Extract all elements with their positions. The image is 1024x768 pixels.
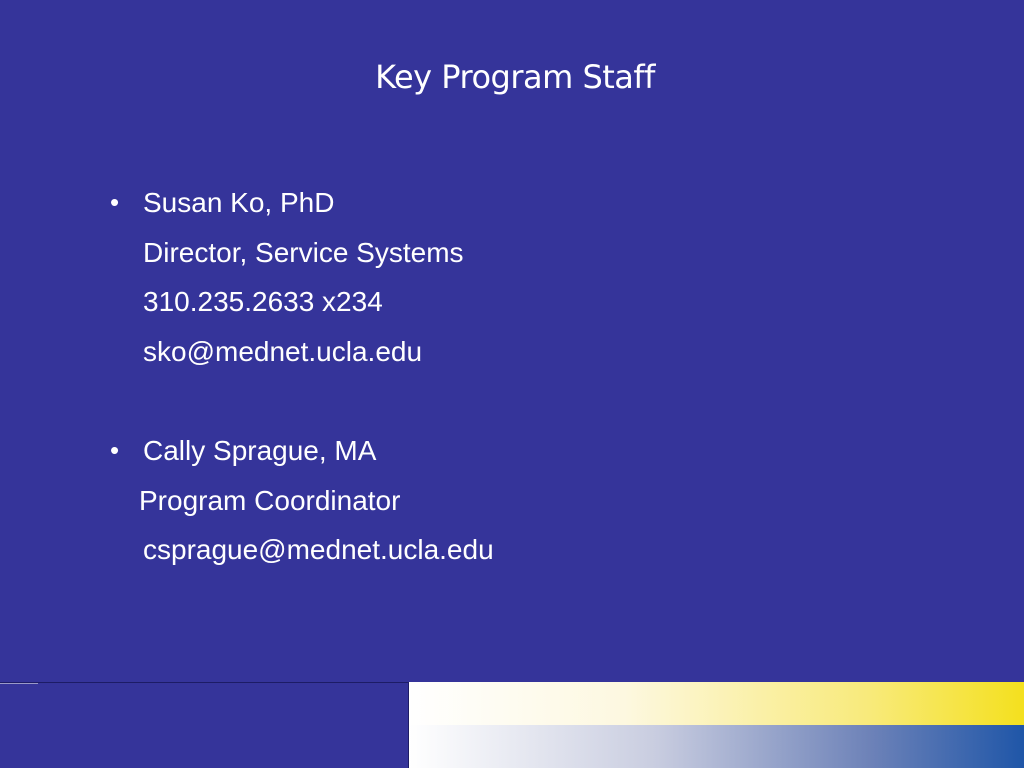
staff-email: csprague@mednet.ucla.edu: [143, 534, 494, 565]
staff-list: [108, 178, 928, 575]
footer-divider: [0, 683, 38, 687]
staff-entry-cally-sprague: [108, 426, 928, 575]
bullet-icon: •: [110, 187, 120, 217]
staff-role: Director, Service Systems: [143, 236, 464, 268]
staff-phone: 310.235.2633 x234: [143, 286, 383, 317]
staff-entry-susan-ko: [108, 178, 928, 376]
bullet-icon: •: [110, 435, 120, 465]
footer-blue-gradient-band: [409, 725, 1024, 768]
slide-title: Key Program Staff: [375, 58, 655, 96]
staff-name: Cally Sprague, MA: [143, 435, 377, 466]
staff-role: Program Coordinator: [139, 484, 401, 516]
footer-yellow-gradient-band: [409, 682, 1024, 725]
staff-email: sko@mednet.ucla.edu: [143, 335, 423, 367]
footer-panel: [0, 682, 409, 768]
staff-name: Susan Ko, PhD: [143, 187, 335, 218]
